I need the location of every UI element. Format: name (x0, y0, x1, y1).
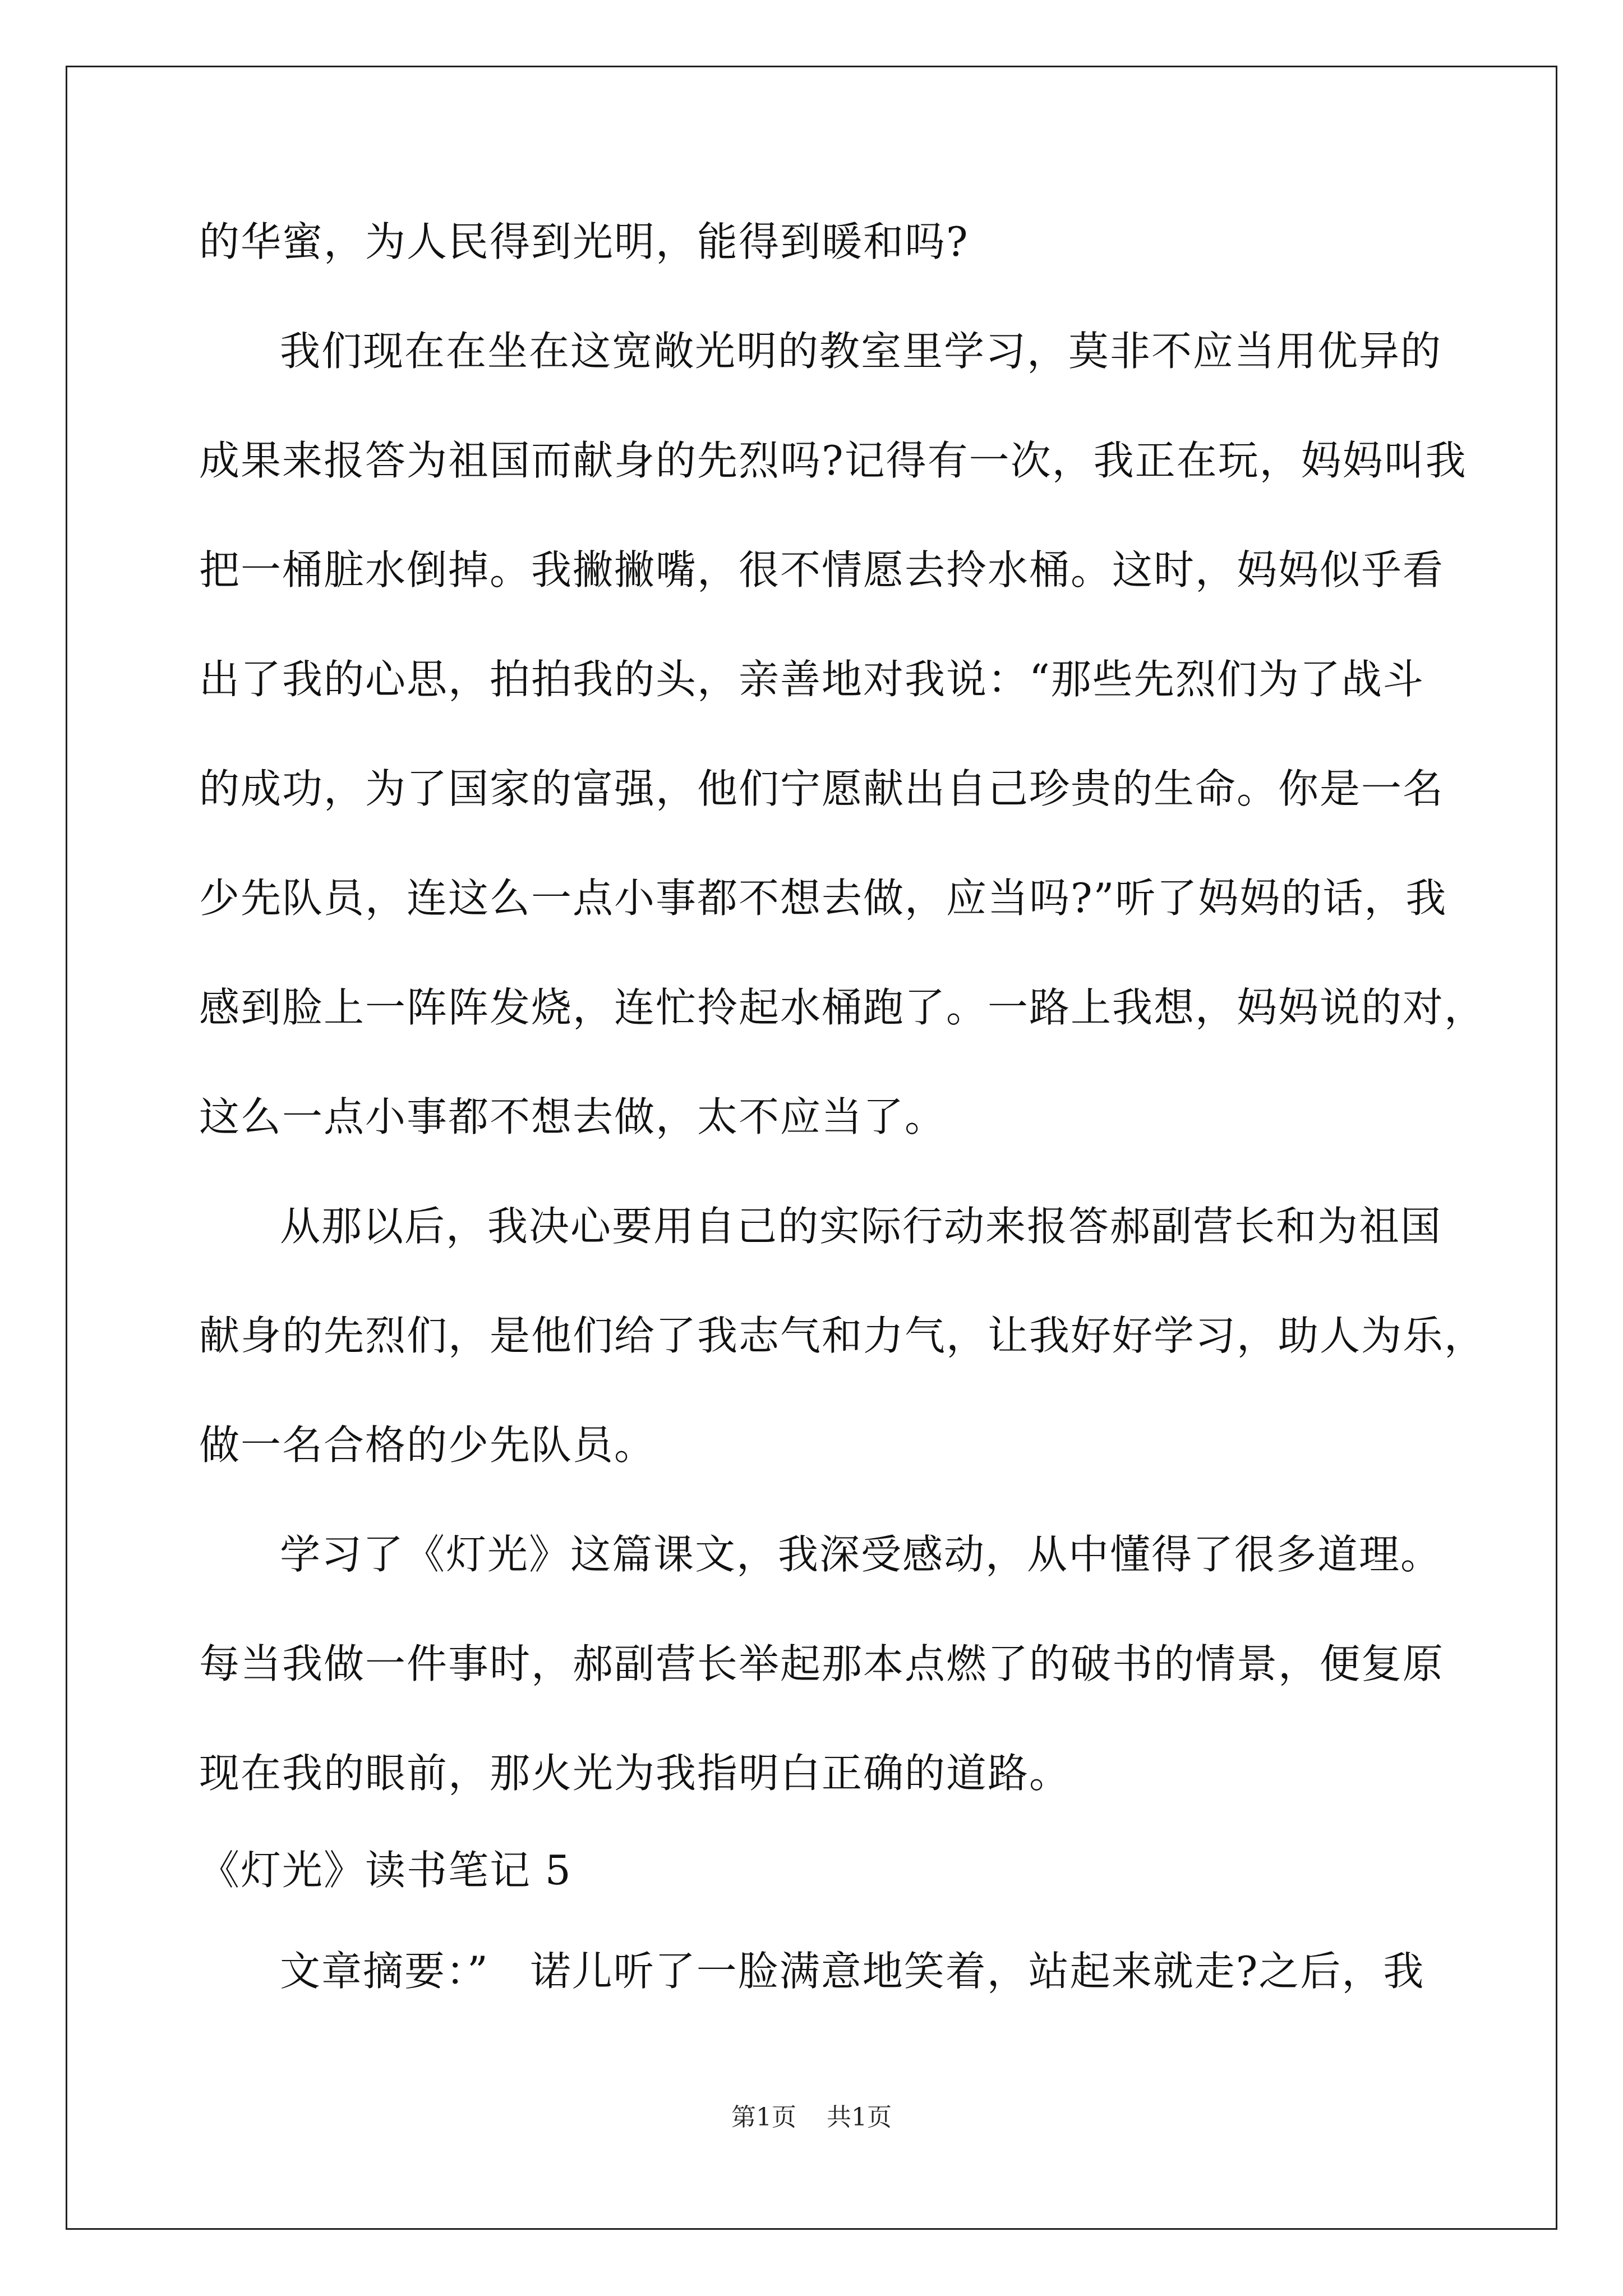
section-heading: 《灯光》读书笔记 5 (199, 1847, 572, 1894)
text-line: 把一桶脏水倒掉。我撇撇嘴，很不情愿去拎水桶。这时，妈妈似乎看 (199, 546, 1445, 593)
paragraph-start-line: 学习了《灯光》这篇课文，我深受感动，从中懂得了很多道理。 (280, 1531, 1442, 1578)
text-line: 的华蜜，为人民得到光明，能得到暖和吗? (199, 218, 969, 265)
text-line: 这么一点小事都不想去做，太不应当了。 (199, 1093, 947, 1140)
page-footer (0, 2097, 1623, 2133)
paragraph-start-line: 从那以后，我决心要用自己的实际行动来报答郝副营长和为祖国 (280, 1203, 1442, 1250)
text-line: 的成功，为了国家的富强，他们宁愿献出自己珍贵的生命。你是一名 (199, 765, 1445, 812)
text-line: 献身的先烈们，是他们给了我志气和力气，让我好好学习，助人为乐， (199, 1312, 1486, 1359)
text-line: 现在我的眼前，那火光为我指明白正确的道路。 (199, 1750, 1071, 1797)
page-border (66, 66, 1557, 2230)
text-line: 成果来报答为祖国而献身的先烈吗?记得有一次，我正在玩，妈妈叫我 (199, 437, 1467, 484)
text-line: 做一名合格的少先队员。 (199, 1421, 656, 1469)
page-total: 共1页 (827, 2103, 892, 2132)
text-line: 少先队员，连这么一点小事都不想去做，应当吗?”听了妈妈的话，我 (199, 875, 1447, 922)
text-line: 感到脸上一阵阵发烧，连忙拎起水桶跑了。一路上我想，妈妈说的对， (199, 984, 1486, 1031)
text-line: 每当我做一件事时，郝副营长举起那本点燃了的破书的情景，便复原 (199, 1640, 1445, 1687)
paragraph-start-line: 我们现在在坐在这宽敞光明的教室里学习，莫非不应当用优异的 (280, 328, 1442, 375)
paragraph-start-line: 文章摘要：” 诺儿听了一脸满意地笑着，站起来就走?之后，我 (280, 1948, 1425, 1995)
text-line: 出了我的心思，拍拍我的头，亲善地对我说：“那些先烈们为了战斗 (199, 656, 1424, 703)
page-number: 第1页 (731, 2103, 796, 2132)
